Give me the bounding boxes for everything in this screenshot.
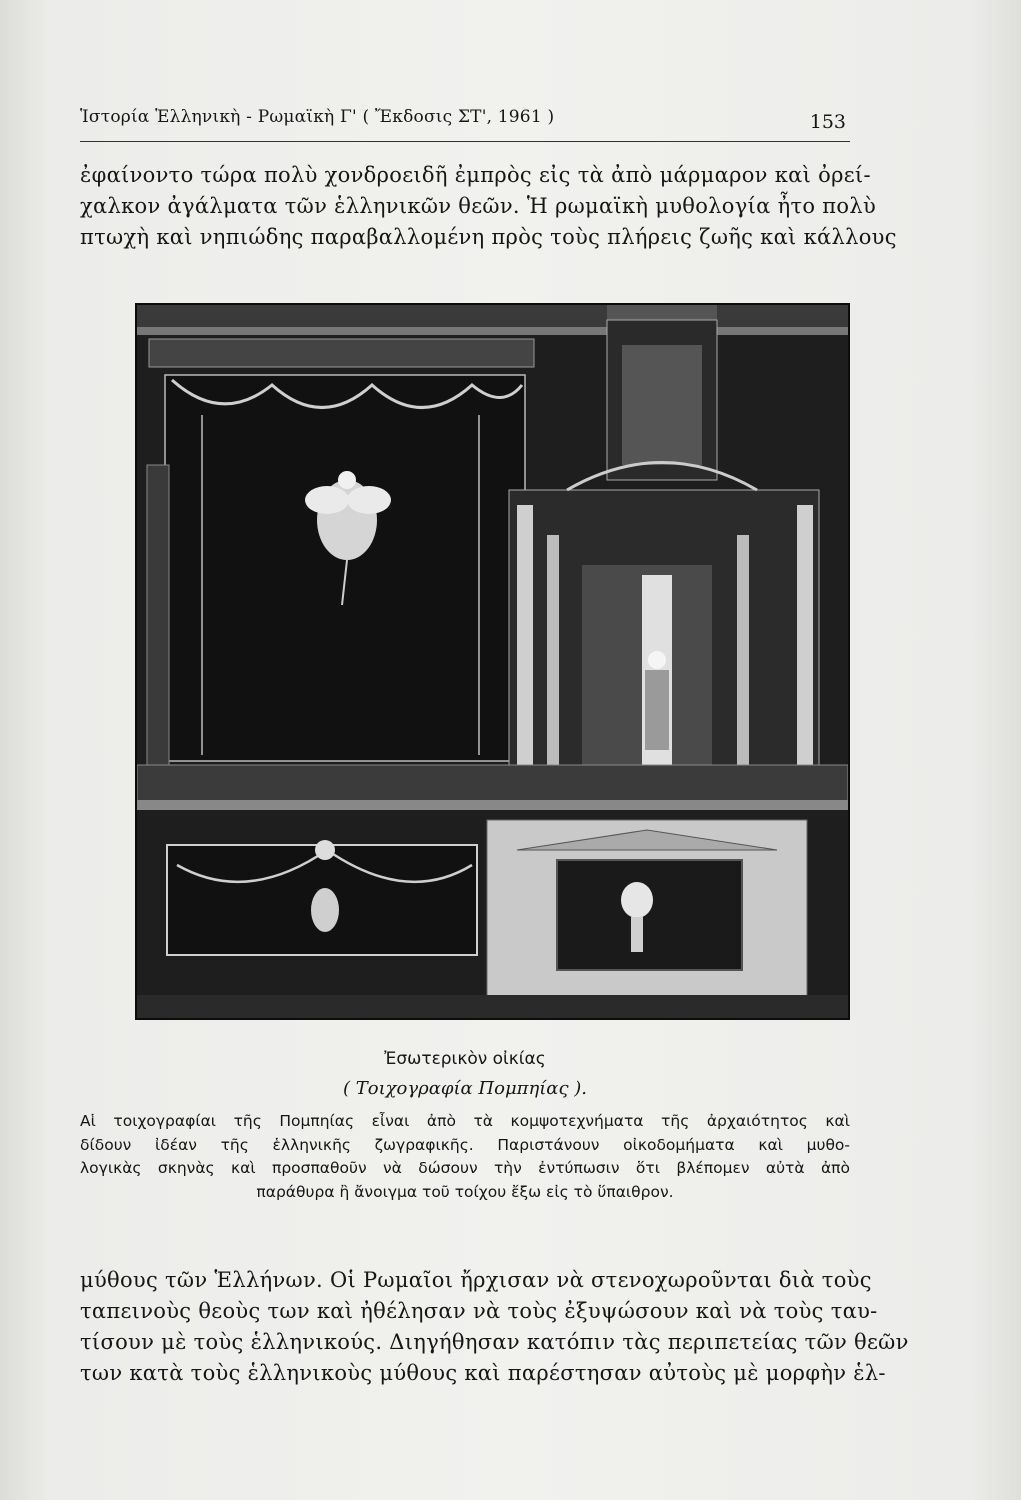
note-line: δίδουν ἰδέαν τῆς ἑλληνικῆς ζωγραφικῆς. Παριστάνουν οἰκοδομήματα καὶ μυθο- bbox=[80, 1135, 850, 1154]
running-header bbox=[80, 101, 850, 142]
page-number: 153 bbox=[809, 111, 846, 133]
paragraph-bottom bbox=[80, 1265, 909, 1389]
note-line: λογικὰς σκηνὰς καὶ προσπαθοῦν νὰ δώσουν τὴν ἐντύπωσιν ὅτι βλέπομεν αὐτὰ ἀπὸ bbox=[80, 1159, 850, 1177]
running-header-title: Ἱστορία Ἑλληνικὴ - Ρωμαϊκὴ Γ' ( Ἔκδοσις ΣΤ', 1961 ) bbox=[80, 107, 555, 127]
text-line: ἐφαίνοντο τώρα πολὺ χονδροειδῆ ἐμπρὸς εἰς τὰ ἀπὸ μάρμαρον καὶ ὀρεί- bbox=[80, 163, 871, 187]
text-line: τίσουν μὲ τοὺς ἑλληνικούς. Διηγήθησαν κατόπιν τὰς περιπετείας τῶν θεῶν bbox=[80, 1330, 909, 1354]
figure-caption-title: Ἐσωτερικὸν οἰκίας bbox=[384, 1049, 546, 1069]
wall-painting-illustration bbox=[137, 305, 848, 1018]
figure-caption-source: ( Τοιχογραφία Πομπηίας ). bbox=[342, 1078, 588, 1099]
figure-note bbox=[80, 1110, 850, 1204]
text-line: των κατὰ τοὺς ἑλληνικοὺς μύθους καὶ παρέστησαν αὐτοὺς μὲ μορφὴν ἑλ- bbox=[80, 1361, 886, 1385]
note-line: παράθυρα ἢ ἄνοιγμα τοῦ τοίχου ἔξω εἰς τὸ ὕπαιθρον. bbox=[256, 1182, 674, 1201]
text-line: χαλκον ἀγάλματα τῶν ἑλληνικῶν θεῶν. Ἡ ρωμαϊκὴ μυθολογία ἦτο πολὺ bbox=[80, 194, 877, 218]
text-line: πτωχὴ καὶ νηπιώδης παραβαλλομένη πρὸς τοὺς πλήρεις ζωῆς καὶ κάλλους bbox=[80, 225, 897, 249]
note-line: Αἱ τοιχογραφίαι τῆς Πομπηίας εἶναι ἀπὸ τὰ κομψοτεχνήματα τῆς ἀρχαιότητος καὶ bbox=[80, 1112, 850, 1130]
paragraph-top bbox=[80, 160, 897, 253]
figure-illustration bbox=[135, 303, 850, 1020]
text-line: ταπεινοὺς θεοὺς των καὶ ἠθέλησαν νὰ τοὺς ἐξυψώσουν καὶ νὰ τοὺς ταυ- bbox=[80, 1299, 878, 1323]
text-line: μύθους τῶν Ἑλλήνων. Οἱ Ρωμαῖοι ἤρχισαν νὰ στενοχωροῦνται διὰ τοὺς bbox=[80, 1268, 872, 1292]
